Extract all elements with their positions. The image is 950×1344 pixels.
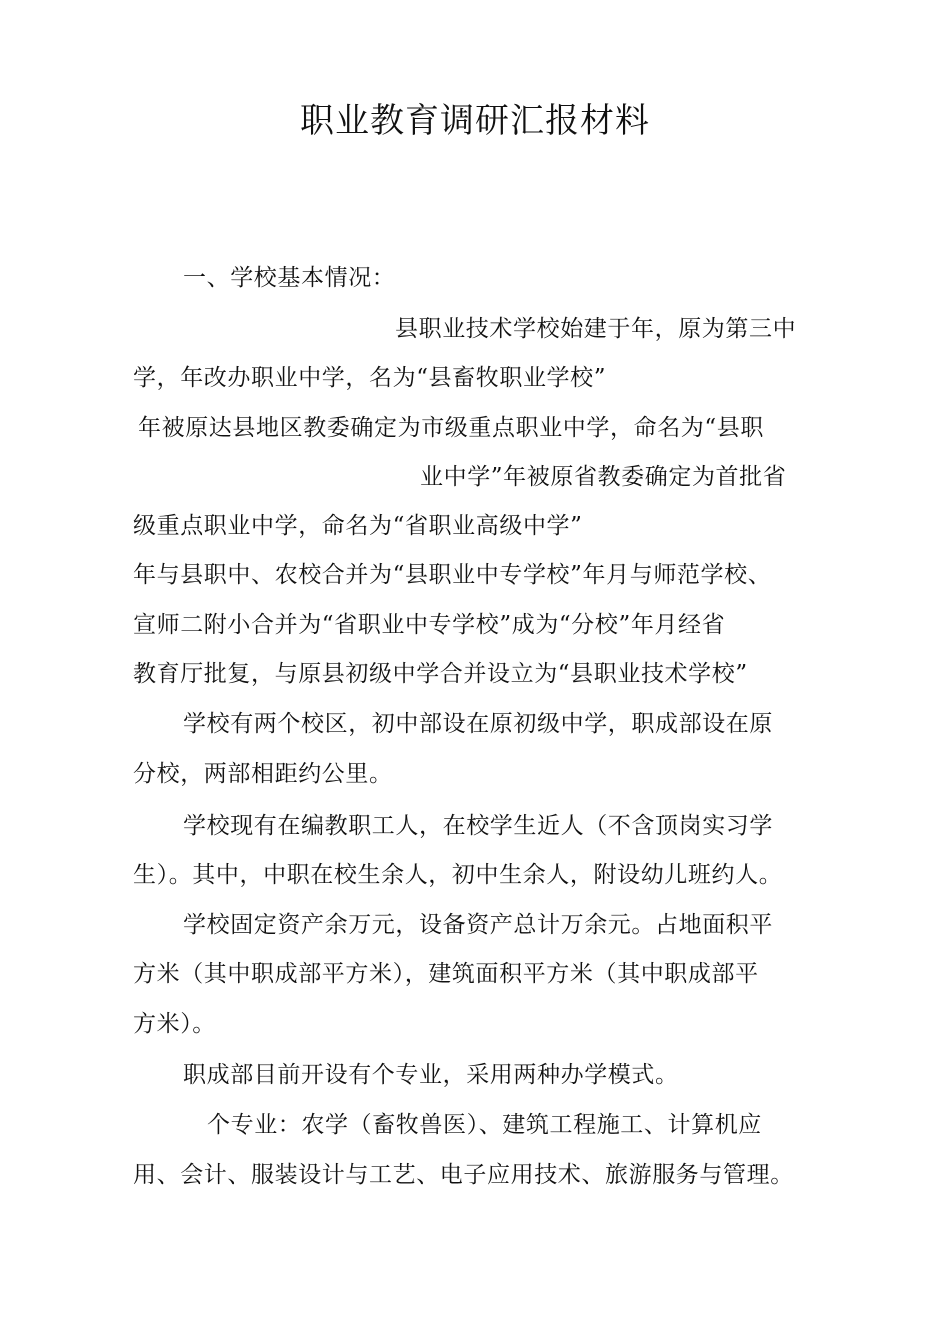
text-line: 年与县职中、农校合并为“县职业中专学校”年月与师范学校、 (133, 562, 772, 588)
text-line: 职成部目前开设有个专业，采用两种办学模式。 (183, 1062, 679, 1088)
text-line: 宣师二附小合并为“省职业中专学校”成为“分校”年月经省 (133, 612, 726, 638)
text-line: 级重点职业中学，命名为“省职业高级中学” (133, 513, 583, 539)
document-title: 职业教育调研汇报材料 (300, 101, 650, 141)
text-line: 学校有两个校区，初中部设在原初级中学，职成部设在原 (183, 711, 773, 737)
text-line: 分校，两部相距约公里。 (133, 761, 393, 787)
text-line: 教育厅批复，与原县初级中学合并设立为“县职业技术学校” (133, 661, 748, 687)
section-heading: 一、学校基本情况： (183, 265, 396, 291)
text-line: 业中学”年被原省教委确定为首批省 (420, 464, 787, 490)
text-line: 学校固定资产余万元，设备资产总计万余元。占地面积平 (183, 912, 773, 938)
text-line: 县职业技术学校始建于年，原为第三中 (395, 316, 797, 342)
text-line: 生）。其中，中职在校生余人，初中生余人，附设幼儿班约人。 (133, 862, 783, 888)
text-line: 学，年改办职业中学，名为“县畜牧职业学校” (133, 365, 607, 391)
text-line: 方米（其中职成部平方米），建筑面积平方米（其中职成部平 (133, 961, 759, 987)
text-line: 方米）。 (133, 1011, 216, 1037)
text-line: 年被原达县地区教委确定为市级重点职业中学，命名为“县职 (138, 415, 764, 441)
text-line: 学校现有在编教职工人，在校学生近人（不含顶岗实习学 (183, 813, 773, 839)
text-line: 用、会计、服装设计与工艺、电子应用技术、旅游服务与管理。 (133, 1162, 794, 1188)
text-line: 个专业：农学（畜牧兽医）、建筑工程施工、计算机应 (207, 1112, 762, 1138)
